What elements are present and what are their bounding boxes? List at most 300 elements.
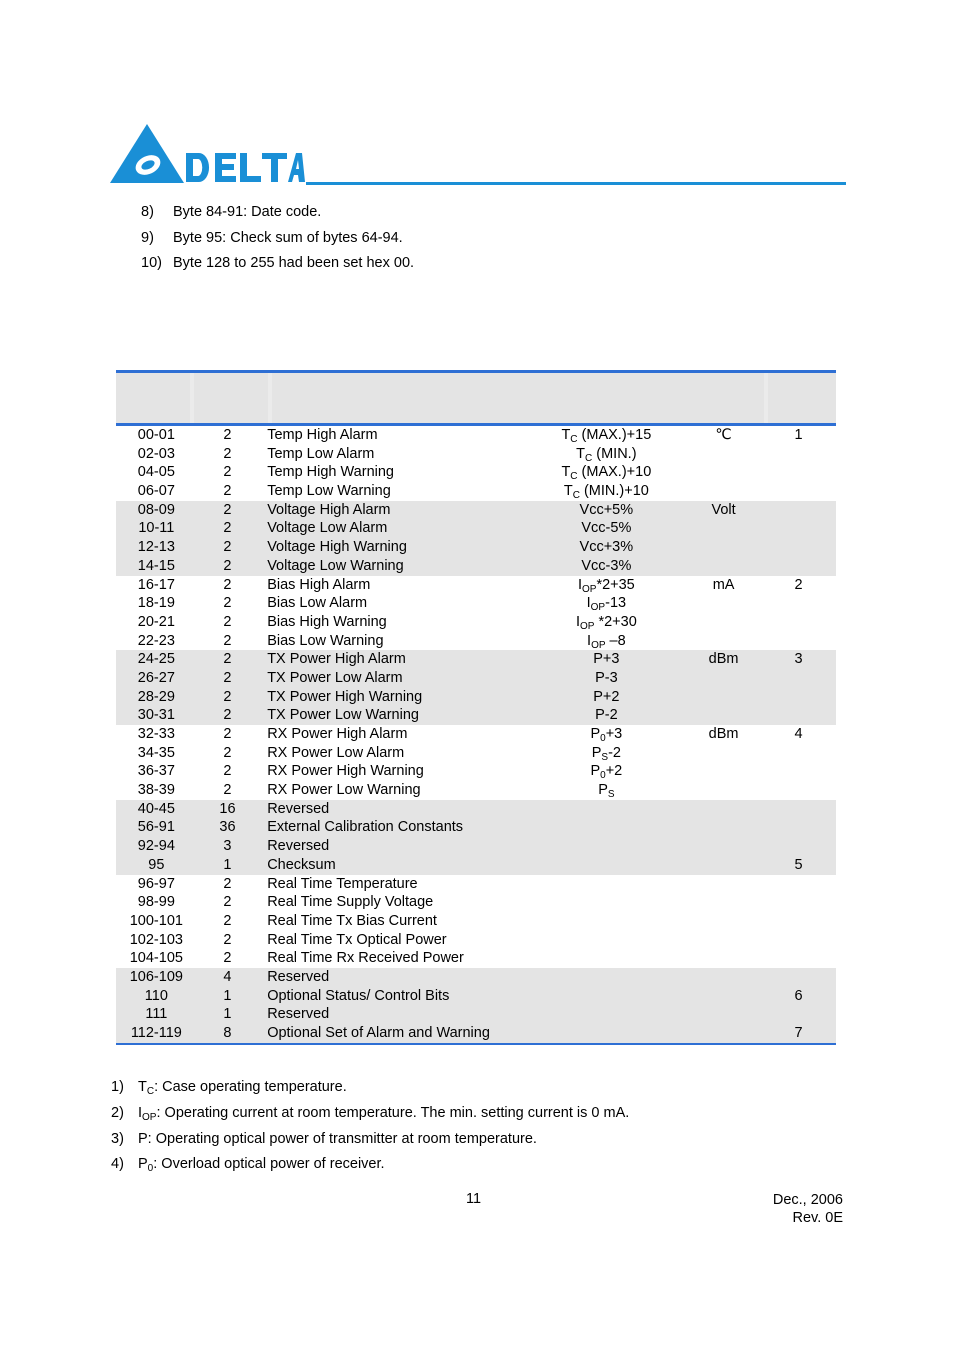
cell-note: [761, 594, 836, 613]
cell-address: 00-01: [137, 427, 175, 443]
value-main: P: [590, 726, 601, 742]
cell-value: [527, 519, 687, 538]
cell-value: [527, 949, 687, 968]
cell-unit: [686, 856, 761, 875]
table-row: [116, 613, 836, 632]
value-main: Vcc-5%: [581, 520, 632, 537]
table-row: [116, 1024, 836, 1043]
value-main: I: [587, 632, 592, 649]
table-row: [116, 482, 836, 501]
cell-name: Temp High Warning: [267, 464, 394, 481]
footnote-symbol: T: [138, 1079, 147, 1095]
cell-unit: [686, 893, 761, 912]
cell-bytes: 1: [223, 856, 232, 873]
cell-bytes: 2: [223, 744, 232, 761]
footnote-text: : Operating current at room temperature. The min. setting current is 0 mA.: [156, 1104, 630, 1121]
cell-value: [527, 613, 687, 632]
cell-value: [527, 912, 687, 931]
cell-value: [527, 875, 687, 894]
revision-text: Rev. 0E: [792, 1210, 843, 1226]
cell-note: [761, 931, 836, 950]
cell-bytes: 2: [223, 875, 232, 892]
cell-bytes: 1: [223, 987, 232, 1004]
cell-bytes: 2: [223, 557, 232, 574]
cell-name: Voltage Low Alarm: [267, 520, 388, 537]
cell-bytes: 2: [223, 539, 232, 556]
value-main: P+2: [593, 688, 620, 705]
cell-unit: [686, 632, 761, 651]
note-item: [141, 229, 414, 255]
cell-name: Real Time Tx Optical Power: [267, 931, 447, 948]
cell-value: [527, 837, 687, 856]
cell-address: 100-101: [129, 912, 183, 929]
table-row: [116, 557, 836, 576]
cell-bytes: 2: [223, 576, 232, 593]
cell-name: Checksum: [267, 856, 336, 873]
cell-name: RX Power Low Alarm: [267, 744, 405, 761]
cell-note: 6: [794, 987, 803, 1004]
cell-note: [761, 875, 836, 894]
note-number: 8): [141, 204, 154, 220]
cell-note: [761, 744, 836, 763]
cell-address: 112-119: [130, 1025, 182, 1041]
value-subscript: C: [585, 452, 593, 464]
cell-bytes: 2: [223, 445, 232, 462]
table-row: [116, 463, 836, 482]
value-subscript: 0: [600, 733, 606, 744]
cell-bytes: 2: [223, 782, 232, 799]
cell-unit: [686, 818, 761, 837]
table-row: [116, 800, 836, 819]
cell-address: 36-37: [137, 763, 175, 780]
cell-value: [527, 650, 687, 669]
value-rest: -2: [608, 744, 621, 761]
cell-unit: [686, 482, 761, 501]
cell-unit: [686, 557, 761, 576]
cell-unit: [686, 987, 761, 1006]
cell-name: Voltage Low Warning: [267, 557, 404, 574]
footnote-text: : Case operating temperature.: [154, 1079, 347, 1095]
cell-name: External Calibration Constants: [267, 819, 464, 836]
cell-name: TX Power Low Warning: [267, 707, 419, 724]
cell-value: [527, 669, 687, 688]
delta-logo: [110, 124, 305, 186]
cell-address: 40-45: [137, 800, 175, 817]
cell-value: [527, 968, 687, 987]
cell-address: 14-15: [137, 557, 175, 574]
value-subscript: C: [570, 471, 578, 483]
cell-value: [527, 893, 687, 912]
value-subscript: OP: [590, 602, 606, 614]
cell-bytes: 4: [223, 968, 232, 985]
row-group: [116, 650, 836, 725]
eeprom-table: [116, 370, 836, 1045]
cell-address: 92-94: [137, 838, 175, 855]
row-group: [116, 501, 836, 576]
cell-address: 95: [148, 856, 165, 873]
cell-address: 30-31: [137, 707, 175, 724]
cell-note: [761, 781, 836, 800]
cell-name: Reserved: [267, 1006, 330, 1023]
cell-bytes: 2: [223, 595, 232, 612]
cell-unit: [686, 669, 761, 688]
cell-value: [527, 781, 687, 800]
cell-value: [527, 445, 687, 464]
cell-note: 7: [794, 1025, 803, 1041]
value-main: P: [591, 744, 602, 761]
cell-address: 98-99: [137, 894, 175, 911]
cell-name: Voltage High Alarm: [267, 501, 391, 518]
table-row: [116, 426, 836, 445]
cell-bytes: 2: [223, 931, 232, 948]
footnote-text: : Overload optical power of receiver.: [153, 1156, 385, 1173]
footnote-subscript: OP: [142, 1111, 157, 1123]
value-subscript: OP: [581, 583, 597, 595]
note-number: 10): [141, 255, 162, 271]
cell-bytes: 2: [223, 669, 232, 686]
cell-unit: ℃: [715, 427, 732, 443]
footnote-number: 3): [111, 1130, 124, 1147]
table-row: [116, 594, 836, 613]
value-main: T: [561, 427, 571, 443]
cell-name: TX Power Low Alarm: [267, 669, 403, 686]
cell-value: [527, 706, 687, 725]
cell-unit: [686, 744, 761, 763]
value-main: I: [575, 613, 580, 630]
cell-unit: [686, 837, 761, 856]
cell-unit: [686, 613, 761, 632]
cell-note: 4: [794, 726, 803, 742]
cell-address: 22-23: [137, 632, 175, 649]
row-group: [116, 968, 836, 1043]
value-rest: *2+35: [596, 576, 635, 593]
value-rest: (MIN.)+10: [579, 483, 649, 500]
value-rest: -13: [605, 595, 627, 612]
cell-value: [527, 576, 687, 595]
cell-note: [761, 538, 836, 557]
table-row: [116, 706, 836, 725]
cell-bytes: 2: [223, 613, 232, 630]
cell-value: [527, 538, 687, 557]
value-subscript: OP: [591, 639, 606, 651]
note-item: [141, 203, 414, 229]
cell-name: Reversed: [267, 838, 330, 855]
cell-note: 5: [794, 856, 803, 873]
cell-address: 20-21: [137, 613, 175, 630]
cell-note: [761, 949, 836, 968]
value-subscript: OP: [579, 620, 595, 632]
cell-name: RX Power High Alarm: [267, 726, 408, 742]
value-main: I: [586, 595, 591, 612]
value-main: Vcc-3%: [581, 557, 632, 574]
value-main: T: [561, 464, 571, 481]
value-rest: (MIN.): [592, 445, 637, 462]
cell-unit: Volt: [711, 501, 736, 518]
footnote-symbol: I: [138, 1104, 143, 1121]
table-row: [116, 744, 836, 763]
cell-bytes: 2: [223, 688, 232, 705]
cell-name: Real Time Tx Bias Current: [267, 912, 437, 929]
cell-value: [527, 463, 687, 482]
header-rule: [306, 182, 846, 185]
value-main: P+3: [593, 651, 620, 668]
cell-address: 102-103: [129, 931, 183, 948]
cell-unit: [686, 762, 761, 781]
table-row: [116, 650, 836, 669]
cell-address: 110: [144, 987, 168, 1004]
cell-address: 06-07: [137, 483, 175, 500]
table-row: [116, 837, 836, 856]
table-row: [116, 856, 836, 875]
cell-value: [527, 744, 687, 763]
cell-bytes: 8: [223, 1025, 232, 1041]
value-main: P: [590, 763, 601, 780]
cell-bytes: 2: [223, 950, 232, 967]
cell-name: Real Time Supply Voltage: [267, 894, 434, 911]
cell-address: 12-13: [137, 539, 175, 556]
value-rest: +2: [605, 763, 623, 780]
cell-value: [527, 931, 687, 950]
note-text: Byte 128 to 255 had been set hex 00.: [173, 255, 415, 271]
cell-bytes: 2: [223, 520, 232, 537]
cell-note: [761, 818, 836, 837]
cell-bytes: 2: [223, 501, 232, 518]
table-row: [116, 501, 836, 520]
value-rest: +3: [605, 726, 623, 742]
cell-note: [761, 669, 836, 688]
note-text: Byte 95: Check sum of bytes 64-94.: [173, 229, 403, 246]
cell-note: [761, 463, 836, 482]
value-rest: (MAX.)+10: [577, 464, 652, 481]
cell-note: [761, 519, 836, 538]
footnote-item: [111, 1155, 629, 1181]
cell-value: [527, 987, 687, 1006]
cell-unit: [686, 931, 761, 950]
cell-value: [527, 725, 687, 744]
cell-name: Temp Low Alarm: [267, 445, 375, 462]
cell-value: [527, 557, 687, 576]
cell-name: Reversed: [267, 800, 330, 817]
footnote-symbol: P: [138, 1156, 148, 1173]
cell-value: [527, 1005, 687, 1024]
value-rest: *2+30: [594, 613, 637, 630]
table-row: [116, 987, 836, 1006]
value-main: T: [576, 445, 586, 462]
value-main: Vcc+3%: [579, 539, 634, 556]
cell-bytes: 2: [223, 894, 232, 911]
cell-bytes: 2: [223, 726, 232, 742]
value-main: P: [598, 782, 608, 799]
cell-note: [761, 482, 836, 501]
value-main: T: [563, 483, 573, 500]
cell-bytes: 2: [223, 763, 232, 780]
table-row: [116, 912, 836, 931]
cell-unit: [686, 538, 761, 557]
row-group: [116, 800, 836, 875]
cell-name: TX Power High Alarm: [267, 651, 406, 668]
cell-address: 16-17: [137, 576, 175, 593]
value-main: P-3: [595, 669, 618, 686]
cell-name: Bias High Warning: [267, 613, 387, 630]
cell-value: [527, 818, 687, 837]
row-group: [116, 875, 836, 968]
cell-bytes: 2: [223, 651, 232, 668]
cell-name: Bias High Alarm: [267, 576, 371, 593]
cell-note: [761, 893, 836, 912]
cell-address: 106-109: [129, 968, 183, 985]
table-row: [116, 445, 836, 464]
cell-bytes: 2: [223, 912, 232, 929]
cell-name: Temp Low Warning: [267, 483, 391, 500]
footnote-number: 4): [111, 1156, 124, 1173]
cell-address: 28-29: [137, 688, 175, 705]
table-row: [116, 688, 836, 707]
cell-note: [761, 501, 836, 520]
cell-value: [527, 632, 687, 651]
cell-unit: [686, 688, 761, 707]
footnote-item: [111, 1130, 629, 1156]
cell-bytes: 1: [223, 1006, 232, 1023]
cell-bytes: 16: [219, 800, 236, 817]
cell-address: 111: [145, 1006, 168, 1023]
cell-address: 24-25: [137, 651, 175, 668]
note-number: 9): [141, 229, 154, 246]
note-item: [141, 254, 414, 280]
cell-note: [761, 445, 836, 464]
footer-date: [773, 1191, 843, 1227]
cell-note: [761, 613, 836, 632]
cell-value: [527, 800, 687, 819]
cell-address: 32-33: [137, 726, 175, 742]
cell-address: 18-19: [137, 595, 175, 612]
cell-value: [527, 688, 687, 707]
cell-note: [761, 688, 836, 707]
table-row: [116, 781, 836, 800]
cell-note: [761, 706, 836, 725]
cell-address: 10-11: [138, 520, 175, 537]
table-header: [116, 373, 836, 423]
footnote-subscript: 0: [147, 1163, 154, 1175]
row-group: [116, 426, 836, 501]
table-row: [116, 949, 836, 968]
cell-unit: dBm: [708, 726, 739, 742]
cell-bytes: 2: [223, 483, 232, 500]
cell-bytes: 2: [223, 464, 232, 481]
cell-address: 34-35: [137, 744, 175, 761]
cell-name: Bias Low Alarm: [267, 595, 368, 612]
footnote-subscript: C: [146, 1086, 155, 1097]
cell-note: 3: [794, 651, 803, 668]
table-row: [116, 762, 836, 781]
cell-unit: [686, 594, 761, 613]
cell-note: [761, 632, 836, 651]
cell-value: [527, 482, 687, 501]
cell-name: Real Time Rx Received Power: [267, 950, 464, 967]
cell-note: [761, 762, 836, 781]
row-group: [116, 725, 836, 800]
value-subscript: C: [572, 490, 580, 502]
cell-value: [527, 426, 687, 445]
cell-unit: [686, 463, 761, 482]
footnote-number: 2): [111, 1104, 124, 1121]
cell-unit: [686, 968, 761, 987]
cell-name: Voltage High Warning: [267, 539, 407, 556]
footnote-item: [111, 1104, 629, 1130]
value-subscript: S: [607, 789, 615, 801]
cell-address: 04-05: [137, 464, 175, 481]
table-row: [116, 893, 836, 912]
cell-note: 2: [794, 576, 803, 593]
table-row: [116, 576, 836, 595]
row-group: [116, 576, 836, 651]
table-row: [116, 669, 836, 688]
table-bottom-rule: [116, 1043, 836, 1045]
cell-name: RX Power Low Warning: [267, 782, 421, 799]
table-body: [116, 426, 836, 1043]
cell-note: 1: [794, 427, 803, 443]
cell-unit: dBm: [708, 651, 739, 668]
table-row: [116, 725, 836, 744]
footnote-item: [111, 1078, 629, 1104]
value-rest: –8: [605, 632, 626, 649]
footnote-number: 1): [111, 1079, 124, 1095]
value-subscript: 0: [600, 770, 606, 782]
table-row: [116, 968, 836, 987]
cell-unit: [686, 800, 761, 819]
cell-unit: [686, 1024, 761, 1043]
table-row: [116, 931, 836, 950]
value-subscript: S: [601, 751, 609, 763]
cell-note: [761, 1005, 836, 1024]
cell-note: [761, 837, 836, 856]
date-text: Dec., 2006: [772, 1192, 843, 1208]
cell-unit: [686, 781, 761, 800]
cell-unit: [686, 706, 761, 725]
value-main: P-2: [595, 707, 618, 724]
cell-unit: [686, 912, 761, 931]
cell-unit: mA: [712, 576, 735, 593]
value-main: Vcc+5%: [579, 501, 634, 518]
footnote-text: : Operating optical power of transmitter at room temperature.: [147, 1130, 537, 1147]
cell-address: 38-39: [137, 782, 175, 799]
footnote-symbol: P: [138, 1130, 148, 1147]
cell-bytes: 2: [223, 427, 232, 443]
cell-address: 02-03: [137, 445, 175, 462]
value-main: I: [577, 576, 582, 593]
cell-name: TX Power High Warning: [267, 688, 423, 705]
cell-name: Bias Low Warning: [267, 632, 384, 649]
cell-value: [527, 1024, 687, 1043]
value-rest: (MAX.)+15: [577, 427, 652, 443]
note-text: Byte 84-91: Date code.: [173, 204, 322, 220]
table-row: [116, 538, 836, 557]
value-subscript: C: [570, 434, 578, 445]
cell-value: [527, 501, 687, 520]
cell-value: [527, 594, 687, 613]
cell-name: Optional Status/ Control Bits: [267, 987, 450, 1004]
table-row: [116, 818, 836, 837]
cell-note: [761, 557, 836, 576]
cell-unit: [686, 445, 761, 464]
cell-unit: [686, 875, 761, 894]
cell-bytes: 36: [219, 819, 236, 836]
cell-address: 104-105: [129, 950, 183, 967]
cell-name: Optional Set of Alarm and Warning: [267, 1025, 490, 1041]
notes-top: [141, 203, 414, 280]
cell-bytes: 2: [223, 632, 232, 649]
cell-address: 56-91: [137, 819, 175, 836]
cell-bytes: 2: [223, 707, 232, 724]
